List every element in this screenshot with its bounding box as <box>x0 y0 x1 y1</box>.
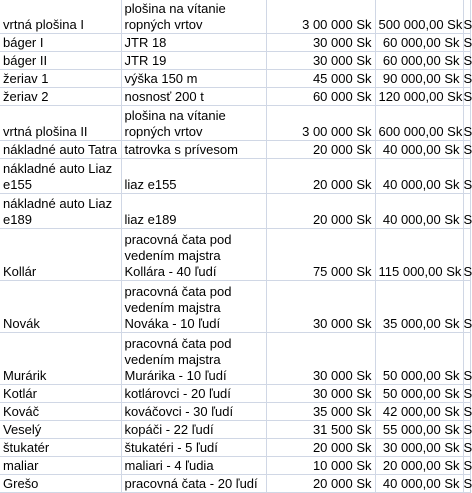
cell-overflow[interactable]: S <box>463 159 470 194</box>
cell-unit-price[interactable]: 31 500 Sk <box>266 421 375 439</box>
cell-name[interactable]: Kotlár <box>0 385 121 403</box>
cell-total[interactable]: 20 000,00 Sk <box>375 457 463 475</box>
table-row <box>0 475 470 493</box>
table-row <box>0 403 470 421</box>
cell-total[interactable]: 120 000,00 Sk <box>375 88 463 106</box>
cell-name[interactable]: nákladné auto Liaz e189 <box>0 194 121 229</box>
cell-unit-price[interactable]: 20 000 Sk <box>266 194 375 229</box>
cell-description[interactable]: liaz e155 <box>121 159 266 194</box>
cell-total[interactable]: 42 000,00 Sk <box>375 403 463 421</box>
cell-description[interactable]: JTR 18 <box>121 34 266 52</box>
table-row <box>0 194 470 229</box>
cell-total[interactable]: 60 000,00 Sk <box>375 34 463 52</box>
cell-name[interactable]: štukatér <box>0 439 121 457</box>
cell-description[interactable]: kopáči - 22 ľudí <box>121 421 266 439</box>
cell-name[interactable]: báger II <box>0 52 121 70</box>
cell-overflow[interactable]: S <box>463 333 470 385</box>
table-row <box>0 106 470 141</box>
cell-unit-price[interactable]: 35 000 Sk <box>266 403 375 421</box>
cell-description[interactable]: pracovná čata - 20 ľudí <box>121 475 266 493</box>
cell-name[interactable]: Novák <box>0 281 121 333</box>
cell-overflow[interactable]: S <box>463 229 470 281</box>
cell-overflow[interactable]: S <box>463 458 472 473</box>
cell-total[interactable]: 115 000,00 Sk <box>375 229 463 281</box>
cell-name[interactable]: vrtná plošina I <box>0 0 121 34</box>
cell-overflow[interactable]: S <box>463 89 472 104</box>
cell-name[interactable]: nákladné auto Liaz e155 <box>0 159 121 194</box>
cell-overflow[interactable]: S <box>463 35 472 50</box>
cell-description[interactable]: výška 150 m <box>121 70 266 88</box>
cell-unit-price[interactable]: 75 000 Sk <box>266 229 375 281</box>
cell-description[interactable]: kováčovci - 30 ľudí <box>121 403 266 421</box>
cell-overflow[interactable]: S <box>463 281 470 333</box>
cell-total[interactable]: 40 000,00 Sk <box>375 141 463 159</box>
cell-unit-price[interactable]: 10 000 Sk <box>266 457 375 475</box>
cell-description[interactable]: liaz e189 <box>121 194 266 229</box>
cell-description[interactable]: tatrovka s prívesom <box>121 141 266 159</box>
cell-unit-price[interactable]: 20 000 Sk <box>266 141 375 159</box>
cell-description[interactable]: nosnosť 200 t <box>121 88 266 106</box>
cell-description[interactable]: plošina na vítanie ropných vrtov <box>121 106 266 141</box>
cell-name[interactable]: vrtná plošina II <box>0 106 121 141</box>
cell-total[interactable]: 40 000,00 Sk <box>375 475 463 493</box>
cell-overflow[interactable]: S <box>463 71 472 86</box>
table-row <box>0 333 470 385</box>
table-row <box>0 457 470 475</box>
cell-total[interactable]: 90 000,00 Sk <box>375 70 463 88</box>
cell-overflow[interactable]: S <box>463 53 472 68</box>
table-row <box>0 52 470 70</box>
cell-name[interactable]: nákladné auto Tatra <box>0 141 121 159</box>
cell-overflow[interactable]: S <box>463 440 472 455</box>
cell-unit-price[interactable]: 60 000 Sk <box>266 88 375 106</box>
table-row <box>0 281 470 333</box>
table-row <box>0 70 470 88</box>
cell-overflow[interactable]: S <box>463 422 472 437</box>
cell-description[interactable]: JTR 19 <box>121 52 266 70</box>
cell-description[interactable]: maliari - 4 ľudia <box>121 457 266 475</box>
cell-unit-price[interactable]: 30 000 Sk <box>266 52 375 70</box>
table-row <box>0 385 470 403</box>
cell-description[interactable]: kotlárovci - 20 ľudí <box>121 385 266 403</box>
cell-unit-price[interactable]: 20 000 Sk <box>266 159 375 194</box>
cell-unit-price[interactable]: 20 000 Sk <box>266 439 375 457</box>
cell-unit-price[interactable]: 45 000 Sk <box>266 70 375 88</box>
cell-name[interactable]: Kováč <box>0 403 121 421</box>
cell-overflow[interactable]: S <box>463 386 472 401</box>
cell-name[interactable]: žeriav 2 <box>0 88 121 106</box>
table-row <box>0 0 470 34</box>
cell-overflow[interactable]: S <box>463 142 472 157</box>
cell-total[interactable]: 35 000,00 Sk <box>375 281 463 333</box>
cell-description[interactable]: pracovná čata pod vedením majstra Murárika - 10 ľudí <box>121 333 266 385</box>
cell-total[interactable]: 600 000,00 Sk <box>375 106 463 141</box>
cell-total[interactable]: 50 000,00 Sk <box>375 385 463 403</box>
cell-total[interactable]: 40 000,00 Sk <box>375 194 463 229</box>
cell-overflow[interactable]: S <box>463 194 470 229</box>
cell-name[interactable]: maliar <box>0 457 121 475</box>
cell-unit-price[interactable]: 30 000 Sk <box>266 333 375 385</box>
cell-name[interactable]: Grešo <box>0 475 121 493</box>
cell-total[interactable]: 50 000,00 Sk <box>375 333 463 385</box>
cell-overflow[interactable]: S <box>463 404 472 419</box>
cell-description[interactable]: plošina na vítanie ropných vrtov <box>121 0 266 34</box>
cell-name[interactable]: Veselý <box>0 421 121 439</box>
table-row <box>0 141 470 159</box>
cell-unit-price[interactable]: 3 00 000 Sk <box>266 0 375 34</box>
cell-description[interactable]: štukatéri - 5 ľudí <box>121 439 266 457</box>
cell-total[interactable]: 60 000,00 Sk <box>375 52 463 70</box>
table-row <box>0 34 470 52</box>
cell-total[interactable]: 55 000,00 Sk <box>375 421 463 439</box>
table-row <box>0 88 470 106</box>
table-row <box>0 439 470 457</box>
table-row <box>0 421 470 439</box>
cell-overflow[interactable]: S <box>463 476 472 491</box>
cell-name[interactable]: žeriav 1 <box>0 70 121 88</box>
cell-unit-price[interactable]: 20 000 Sk <box>266 475 375 493</box>
cell-overflow[interactable]: S <box>463 106 470 141</box>
cell-name[interactable]: báger I <box>0 34 121 52</box>
cell-unit-price[interactable]: 3 00 000 Sk <box>266 106 375 141</box>
cell-unit-price[interactable]: 30 000 Sk <box>266 385 375 403</box>
cell-overflow[interactable]: S <box>463 0 470 34</box>
cell-total[interactable]: 30 000,00 Sk <box>375 439 463 457</box>
cell-total[interactable]: 40 000,00 Sk <box>375 159 463 194</box>
table-row <box>0 159 470 194</box>
cell-name[interactable]: Kollár <box>0 229 121 281</box>
cell-total[interactable]: 500 000,00 Sk <box>375 0 463 34</box>
cell-unit-price[interactable]: 30 000 Sk <box>266 281 375 333</box>
cell-name[interactable]: Murárik <box>0 333 121 385</box>
cell-unit-price[interactable]: 30 000 Sk <box>266 34 375 52</box>
cell-description[interactable]: pracovná čata pod vedením majstra Kollára - 40 ľudí <box>121 229 266 281</box>
table-row <box>0 229 470 281</box>
cell-description[interactable]: pracovná čata pod vedením majstra Nováka - 10 ľudí <box>121 281 266 333</box>
